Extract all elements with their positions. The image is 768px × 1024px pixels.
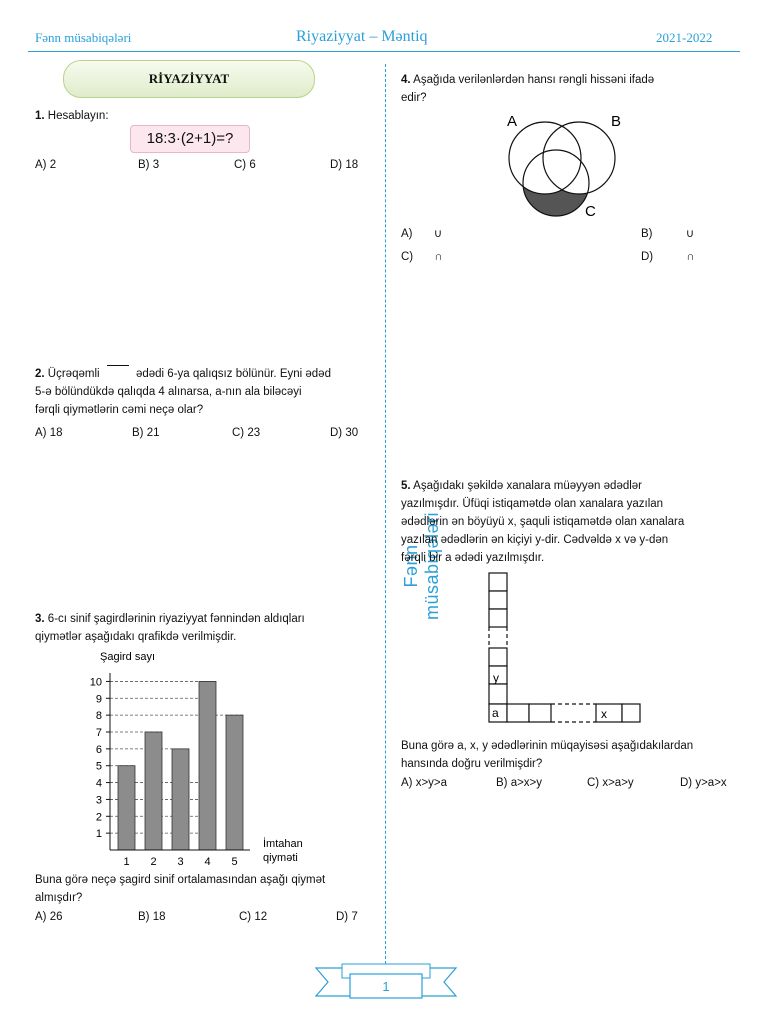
chart-ytick-label: 7 bbox=[95, 727, 102, 739]
q2-line3: fərqli qiymətlərin cəmi neçə olar? bbox=[35, 404, 204, 416]
section-title: RİYAZİYYAT bbox=[63, 60, 315, 98]
chart-bar bbox=[118, 766, 135, 850]
q2-line1b: ədədi 6-ya qalıqsız bölünür. Eyni ədəd bbox=[135, 368, 331, 380]
chart-ytick-label: 10 bbox=[89, 676, 102, 689]
q2-option-a: A) 18 bbox=[35, 427, 63, 439]
q5-line1: Aşağıdakı şəkildə xanalara müəyyən ədədlər bbox=[413, 480, 643, 492]
q3-prompt bbox=[35, 610, 361, 646]
page-ribbon bbox=[312, 962, 460, 1002]
q4-line2: edir? bbox=[401, 92, 427, 104]
q4-option-b bbox=[641, 226, 694, 242]
q4-option-b-symbol: ∪ bbox=[685, 228, 695, 240]
q2-prompt bbox=[35, 365, 361, 419]
q5-option-d: D) y>a>x bbox=[680, 777, 727, 789]
l-grid-figure bbox=[488, 572, 643, 724]
q5-option-c: C) x>a>y bbox=[587, 777, 634, 789]
q3-option-a: A) 26 bbox=[35, 911, 63, 923]
q5-after1: Buna görə a, x, y ədədlərinin müqayisəsi aşağıdakılardan bbox=[401, 740, 694, 752]
q4-option-d-symbol: ∩ bbox=[686, 251, 695, 263]
cell-a: a bbox=[492, 706, 499, 720]
q3-number: 3. bbox=[35, 613, 45, 625]
q4-option-b-label: B) bbox=[641, 228, 653, 240]
bar-chart bbox=[70, 645, 360, 870]
q5-line4: yazılan ədədlərin ən kiçiyi y-dir. Cədvəldə x və y-dən bbox=[401, 534, 669, 546]
q1-prompt bbox=[35, 107, 109, 125]
q3-option-d: D) 7 bbox=[336, 911, 358, 923]
venn-diagram bbox=[495, 108, 645, 223]
q2-option-d: D) 30 bbox=[330, 427, 359, 439]
q2-line2: 5-ə bölündükdə qalıqda 4 alınarsa, a-nın ala biləcəyi bbox=[35, 386, 302, 398]
venn-label-c: C bbox=[585, 203, 596, 220]
chart-xtick-label: 3 bbox=[177, 856, 184, 868]
q4-option-a-symbol: ∪ bbox=[433, 228, 443, 240]
chart-xtick-label: 5 bbox=[231, 856, 238, 868]
chart-ytick-label: 4 bbox=[95, 777, 102, 790]
q2-number: 2. bbox=[35, 368, 45, 380]
q1-option-a: A) 2 bbox=[35, 159, 57, 171]
chart-ytick-label: 5 bbox=[95, 760, 102, 773]
q4-option-c-symbol: ∩ bbox=[434, 251, 443, 263]
chart-bar bbox=[145, 732, 162, 850]
page-number: 1 bbox=[382, 979, 390, 994]
cell-x: x bbox=[601, 707, 607, 721]
chart-bar bbox=[199, 681, 216, 850]
chart-ytick-label: 2 bbox=[95, 811, 102, 824]
chart-ytick-label: 6 bbox=[95, 743, 102, 756]
q3-after2: almışdır? bbox=[35, 892, 83, 904]
q5-prompt bbox=[401, 477, 731, 567]
q3-after1: Buna görə neçə şagird sinif ortalamasından aşağı qiymət bbox=[35, 874, 326, 886]
header-divider bbox=[28, 51, 740, 52]
q3-line1: 6-cı sinif şagirdlərinin riyaziyyat fənnindən aldıqları bbox=[47, 613, 305, 625]
q1-option-b: B) 3 bbox=[138, 159, 160, 171]
overline-mark bbox=[107, 365, 129, 366]
chart-ytick-label: 9 bbox=[95, 693, 102, 706]
header-left: Fənn müsabiqələri bbox=[35, 30, 132, 45]
chart-xtick-label: 1 bbox=[123, 856, 130, 868]
q5-line2: yazılmışdır. Üfüqi istiqamətdə olan xanalara yazılan bbox=[401, 498, 664, 510]
q1-option-c: C) 6 bbox=[234, 159, 256, 171]
q2-line1a: Üçrəqəmli bbox=[47, 368, 100, 380]
q2-option-c: C) 23 bbox=[232, 427, 261, 439]
chart-ytick-label: 3 bbox=[95, 794, 102, 807]
chart-xtick-label: 2 bbox=[150, 856, 157, 868]
q5-option-a: A) x>y>a bbox=[401, 777, 448, 789]
header-title: Riyaziyyat – Məntiq bbox=[296, 28, 428, 45]
q1-number: 1. bbox=[35, 110, 45, 122]
q1-text: Hesablayın: bbox=[47, 110, 109, 122]
q4-option-d-label: D) bbox=[641, 251, 654, 263]
chart-bar bbox=[226, 715, 243, 850]
q2-option-b: B) 21 bbox=[132, 427, 160, 439]
q1-formula: 18:3·(2+1)=? bbox=[130, 125, 250, 153]
q1-option-d: D) 18 bbox=[330, 159, 359, 171]
header-year: 2021-2022 bbox=[656, 30, 713, 45]
venn-label-b: B bbox=[611, 113, 622, 130]
q4-line1: Aşağıda verilənlərdən hansı rəngli hissəni ifadə bbox=[413, 74, 655, 86]
q4-number: 4. bbox=[401, 74, 411, 86]
venn-label-a: A bbox=[507, 113, 518, 130]
q5-option-b: B) a>x>y bbox=[496, 777, 543, 789]
q5-after2: hansında doğru verilmişdir? bbox=[401, 758, 543, 770]
chart-ylabel: Şagird sayı bbox=[100, 651, 156, 663]
chart-bar bbox=[172, 749, 189, 850]
cell-y: y bbox=[493, 671, 499, 685]
q4-option-a-label: A) bbox=[401, 228, 413, 240]
chart-ytick-label: 8 bbox=[95, 710, 102, 723]
chart-xlabel-2: qiyməti bbox=[263, 852, 298, 864]
q5-line5: fərqli bir a ədədi yazılmışdır. bbox=[401, 552, 545, 564]
chart-xlabel-1: İmtahan bbox=[263, 838, 303, 850]
q3-question bbox=[35, 871, 361, 907]
q4-prompt bbox=[401, 71, 731, 107]
q5-line3: ədədlərin ən böyüyü x, şaquli istiqamətdə olan xanalara bbox=[401, 516, 685, 528]
q4-option-c-label: C) bbox=[401, 251, 414, 263]
q5-number: 5. bbox=[401, 480, 411, 492]
q3-option-c: C) 12 bbox=[239, 911, 268, 923]
q5-question bbox=[401, 737, 731, 773]
q3-option-b: B) 18 bbox=[138, 911, 166, 923]
vertical-label: Fənn müsabiqələri bbox=[401, 491, 443, 641]
chart-xtick-label: 4 bbox=[204, 856, 211, 868]
column-divider bbox=[385, 64, 386, 964]
q4-option-a bbox=[401, 226, 442, 242]
q3-line2: qiymətlər aşağıdakı qrafikdə verilmişdir. bbox=[35, 631, 237, 643]
q4-option-d bbox=[641, 249, 695, 265]
q4-option-c bbox=[401, 249, 443, 265]
chart-ytick-label: 1 bbox=[95, 828, 102, 841]
